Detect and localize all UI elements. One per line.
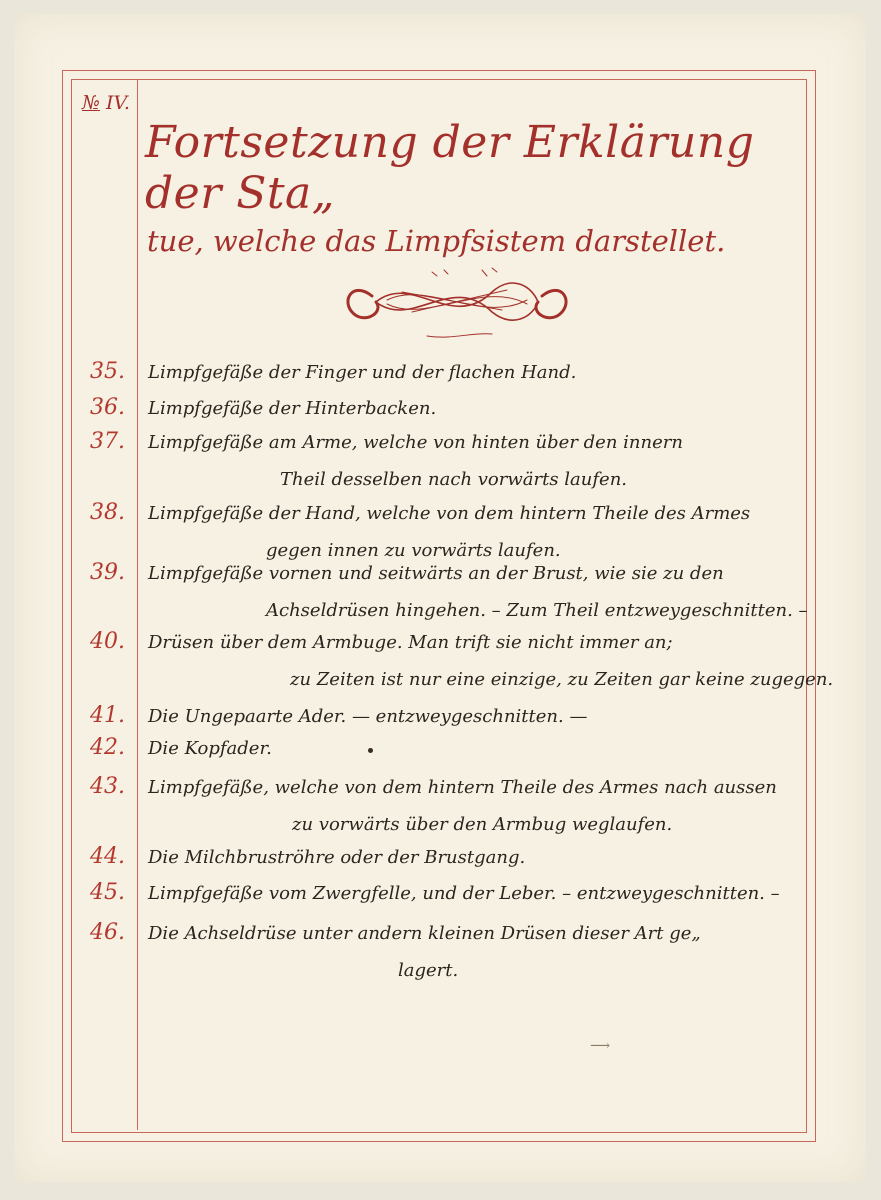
plate-roman: IV. — [106, 92, 130, 114]
entry-text-continuation: Achseldrüsen hingehen. – Zum Theil entzweygeschnitten. – — [266, 600, 808, 621]
entry-text: Limpfgefäße am Arme, welche von hinten über den innern — [148, 432, 683, 453]
entry-number: 41. — [90, 703, 125, 728]
entry-text: Die Milchbruströhre oder der Brustgang. — [148, 847, 526, 868]
entry-text-continuation: zu Zeiten ist nur eine einzige, zu Zeiten gar keine zugegen. — [290, 669, 834, 690]
entry-number: 35. — [90, 359, 125, 384]
calligraphic-flourish — [332, 262, 582, 342]
entry-number: 40. — [90, 629, 125, 654]
margin-rule — [137, 80, 138, 1130]
entry-number: 37. — [90, 429, 125, 454]
title-line-2: tue, welche das Limpfsistem darstellet. — [147, 224, 726, 259]
ink-spot — [368, 748, 373, 753]
page-title — [145, 118, 795, 259]
title-line-1: Fortsetzung der Erklärung der Sta„ — [145, 117, 755, 219]
entry-text-continuation: lagert. — [398, 960, 459, 981]
entry-text-continuation: zu vorwärts über den Armbug weglaufen. — [292, 814, 673, 835]
entry-number: 46. — [90, 920, 125, 945]
entry-text: Die Achseldrüse unter andern kleinen Drüsen dieser Art ge„ — [148, 923, 701, 944]
entry-number: 38. — [90, 500, 125, 525]
plate-prefix: № — [82, 92, 100, 114]
entry-text: Limpfgefäße vom Zwergfelle, und der Leber. – entzweygeschnitten. – — [148, 883, 780, 904]
entry-number: 36. — [90, 395, 125, 420]
entry-text: Limpfgefäße der Hinterbacken. — [148, 398, 437, 419]
entry-number: 42. — [90, 735, 125, 760]
entry-text-continuation: gegen innen zu vorwärts laufen. — [266, 540, 561, 561]
plate-number — [82, 92, 130, 114]
entry-text: Limpfgefäße der Hand, welche von dem hintern Theile des Armes — [148, 503, 751, 524]
entry-text: Die Ungepaarte Ader. — entzweygeschnitten. — — [148, 706, 588, 727]
entry-text: Drüsen über dem Armbuge. Man trift sie nicht immer an; — [148, 632, 673, 653]
entry-text: Limpfgefäße vornen und seitwärts an der Brust, wie sie zu den — [148, 563, 724, 584]
entry-text: Die Kopfader. — [148, 738, 272, 759]
arrow-mark-icon: ⟶ — [590, 1038, 611, 1054]
entry-text: Limpfgefäße, welche von dem hintern Theile des Armes nach aussen — [148, 777, 777, 798]
entry-text: Limpfgefäße der Finger und der flachen Hand. — [148, 362, 577, 383]
entry-number: 43. — [90, 774, 125, 799]
entry-number: 45. — [90, 880, 125, 905]
entry-number: 44. — [90, 844, 125, 869]
entry-number: 39. — [90, 560, 125, 585]
entry-text-continuation: Theil desselben nach vorwärts laufen. — [280, 469, 628, 490]
